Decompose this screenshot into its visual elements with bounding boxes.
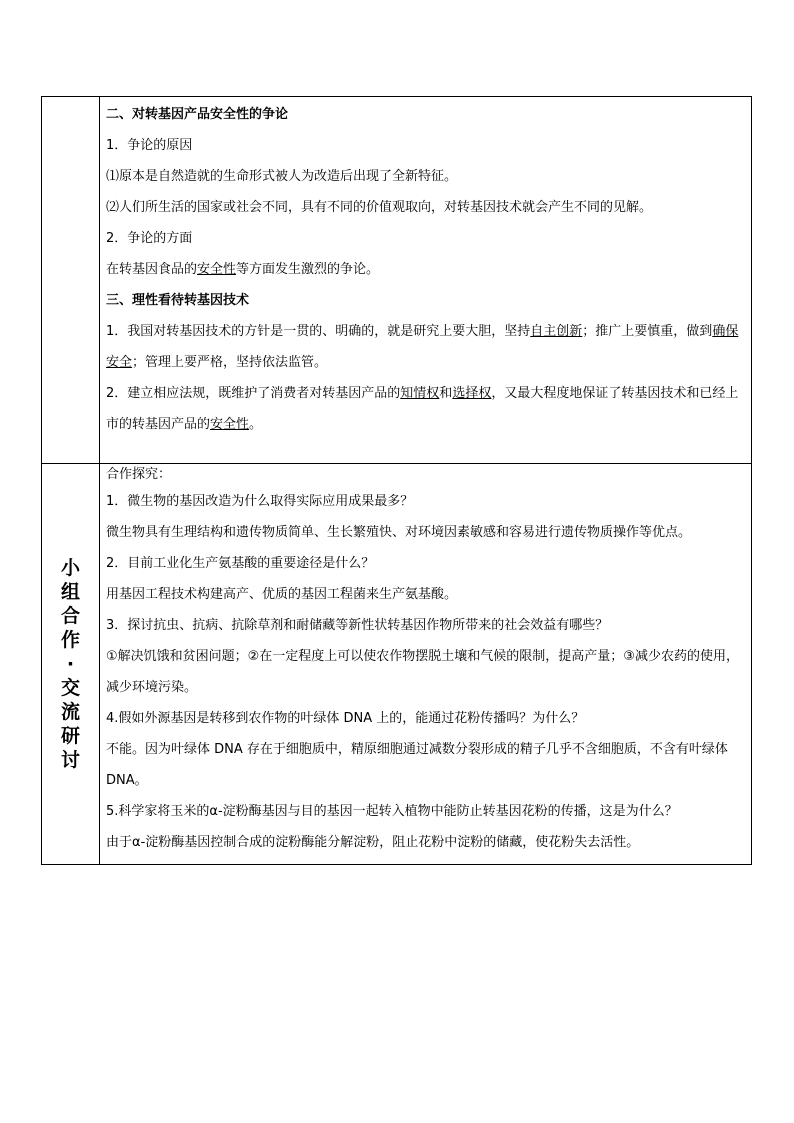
underlined-term: 确保安全	[106, 324, 739, 370]
answer: ①解决饥饿和贫困问题；②在一定程度上可以使农作物摆脱土壤和气候的限制，提高产量；③减少农药的使用，减少环境污染。	[106, 649, 739, 695]
paragraph: ⑴原本是自然造就的生命形式被人为改造后出现了全新特征。	[106, 169, 458, 184]
section-heading-2: 二、对转基因产品安全性的争论	[106, 107, 289, 122]
intro-label: 合作探究：	[106, 467, 172, 482]
content-cell-1	[100, 97, 752, 464]
paragraph: 2．建立相应法规，既维护了消费者对转基因产品的知情权和选择权，又最大程度地保证了转基因技术和已经上市的转基因产品的安全性。	[106, 386, 739, 432]
question: 3．探讨抗虫、抗病、抗除草剂和耐储藏等新性状转基因作物所带来的社会效益有哪些？	[106, 618, 609, 633]
paragraph: ⑵人们所生活的国家或社会不同，具有不同的价值观取向，对转基因技术就会产生不同的见解。	[106, 200, 653, 215]
side-cell-empty	[42, 97, 100, 464]
content-cell-2	[100, 464, 752, 865]
paragraph: 在转基因食品的安全性等方面发生激烈的争论。	[106, 262, 380, 277]
underlined-term: 知情权	[400, 386, 440, 401]
underlined-term: 安全性	[210, 417, 250, 432]
paragraph: 2．争论的方面	[106, 231, 193, 246]
section-heading-3: 三、理性看待转基因技术	[106, 293, 250, 308]
answer: 用基因工程技术构建高产、优质的基因工程菌来生产氨基酸。	[106, 587, 458, 602]
underlined-term: 自主创新	[530, 324, 583, 339]
question: 5.科学家将玉米的α-淀粉酶基因与目的基因一起转入植物中能防止转基因花粉的传播，这是为什么？	[106, 804, 678, 819]
side-label: 小 组 合 作 · 交 流 研 讨	[60, 557, 80, 771]
underlined-term: 安全性	[197, 262, 237, 277]
paragraph: 1．争论的原因	[106, 138, 193, 153]
content-table	[41, 96, 752, 865]
question: 4.假如外源基因是转移到农作物的叶绿体 DNA 上的，能通过花粉传播吗？为什么？	[106, 711, 585, 726]
question: 1．微生物的基因改造为什么取得实际应用成果最多？	[106, 494, 414, 509]
question: 2．目前工业化生产氨基酸的重要途径是什么？	[106, 556, 375, 571]
table-row-1	[42, 97, 752, 464]
answer: 微生物具有生理结构和遗传物质简单、生长繁殖快、对环境因素敏感和容易进行遗传物质操作等优点。	[106, 525, 692, 540]
underlined-term: 选择权	[452, 386, 492, 401]
answer: 由于α-淀粉酶基因控制合成的淀粉酶能分解淀粉，阻止花粉中淀粉的储藏，使花粉失去活性。	[106, 835, 640, 850]
paragraph: 1．我国对转基因技术的方针是一贯的、明确的，就是研究上要大胆，坚持自主创新；推广上要慎重，做到确保安全；管理上要严格，坚持依法监管。	[106, 324, 739, 370]
answer: 不能。因为叶绿体 DNA 存在于细胞质中，精原细胞通过减数分裂形成的精子几乎不含细胞质，不含有叶绿体 DNA。	[106, 742, 728, 788]
table-row-2	[42, 464, 752, 865]
side-cell-group-discussion	[42, 464, 100, 865]
